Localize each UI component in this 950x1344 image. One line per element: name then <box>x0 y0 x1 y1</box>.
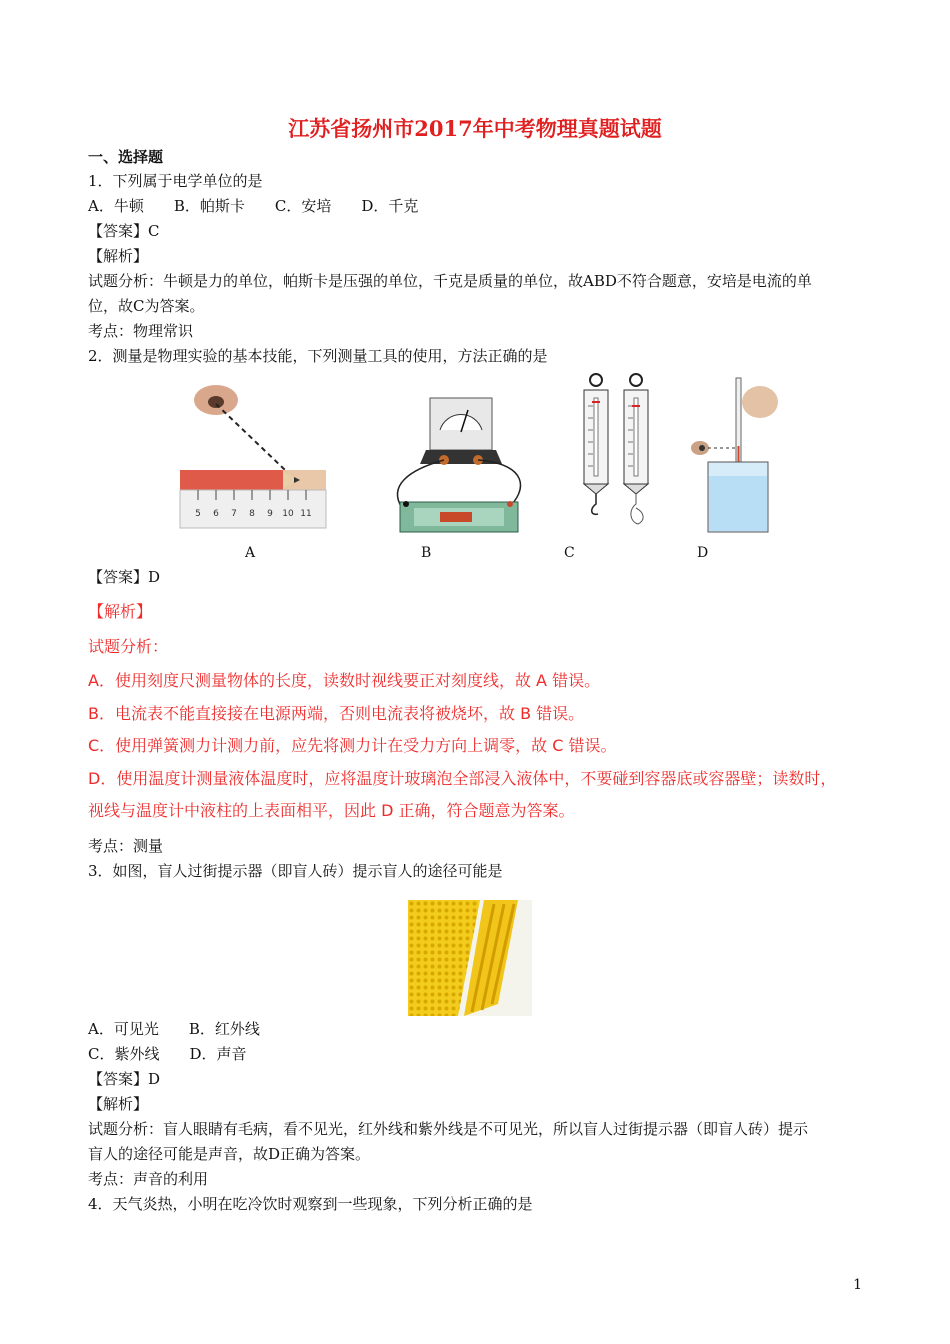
ruler-tick-label: 10 <box>282 509 294 519</box>
q2-analysis-intro: 试题分析： <box>88 637 169 656</box>
ruler-tick-label: 9 <box>267 509 273 519</box>
q2-analysis-line: D．使用温度计测量液体温度时，应将温度计玻璃泡全部浸入液体中，不要碰到容器底或容器壁；读数时， <box>88 769 837 788</box>
ruler-tick-label: 5 <box>195 509 201 519</box>
q1-stem: 1．下列属于电学单位的是 <box>88 172 263 190</box>
tactile-paving-photo <box>408 900 532 1016</box>
q2-analysis-line: 视线与温度计中液柱的上表面相平，因此 D 正确，符合题意为答案。 <box>88 801 575 820</box>
figure-label: B <box>421 545 432 561</box>
q2-stem: 2．测量是物理实验的基本技能，下列测量工具的使用，方法正确的是 <box>88 347 548 365</box>
q3-point: 考点：声音的利用 <box>88 1170 209 1188</box>
q3-options: C．紫外线 D．声音 <box>88 1045 247 1063</box>
figure-label: A <box>245 545 256 561</box>
figure-label: C <box>564 545 575 561</box>
ruler-tick-label: 6 <box>213 509 219 519</box>
q1-analysis-heading: 【解析】 <box>88 247 149 265</box>
figure-c-spring-scales <box>576 372 658 532</box>
q3-answer: 【答案】D <box>88 1070 161 1088</box>
q3-analysis-line: 试题分析：盲人眼睛有毛病，看不见光，红外线和紫外线是不可见光，所以盲人过街提示器（即盲人砖）提示 <box>88 1120 809 1138</box>
q2-analysis-line: C．使用弹簧测力计测力前，应先将测力计在受力方向上调零，故 C 错误。 <box>88 736 617 755</box>
ruler-tick-label: 11 <box>300 509 312 519</box>
q1-analysis-line: 试题分析：牛顿是力的单位，帕斯卡是压强的单位，千克是质量的单位，故ABD不符合题意，安培是电流的单 <box>88 272 812 290</box>
q1-answer: 【答案】C <box>88 222 160 240</box>
q4-stem: 4．天气炎热，小明在吃冷饮时观察到一些现象，下列分析正确的是 <box>88 1195 533 1213</box>
q3-options: A．可见光 B．红外线 <box>88 1020 260 1038</box>
q3-stem: 3．如图，盲人过街提示器（即盲人砖）提示盲人的途径可能是 <box>88 862 503 880</box>
q3-analysis-line: 盲人的途径可能是声音，故D正确为答案。 <box>88 1145 371 1163</box>
q2-analysis-line: B．电流表不能直接接在电源两端，否则电流表将被烧坏，故 B 错误。 <box>88 704 585 723</box>
q1-point: 考点：物理常识 <box>88 322 194 340</box>
ruler-tick-label: 8 <box>249 509 255 519</box>
q1-analysis-line: 位，故C为答案。 <box>88 297 205 315</box>
q2-analysis-line: A．使用刻度尺测量物体的长度，读数时视线要正对刻度线，故 A 错误。 <box>88 671 601 690</box>
figure-label: D <box>697 545 709 561</box>
page-number: 1 <box>853 1277 862 1293</box>
q3-analysis-heading: 【解析】 <box>88 1095 149 1113</box>
q2-point: 考点：测量 <box>88 837 164 855</box>
q2-answer: 【答案】D <box>88 568 161 586</box>
figure-d-thermometer <box>690 376 780 536</box>
figure-a-ruler <box>178 378 328 530</box>
q2-analysis-heading: 【解析】 <box>88 602 153 621</box>
section-heading: 一、选择题 <box>88 148 164 166</box>
figure-b-ammeter <box>388 390 530 536</box>
ruler-tick-label: 7 <box>231 509 237 519</box>
q1-options: A．牛顿 B．帕斯卡 C．安培 D．千克 <box>88 197 419 215</box>
page-title: 江苏省扬州市2017年中考物理真题试题 <box>288 116 662 141</box>
